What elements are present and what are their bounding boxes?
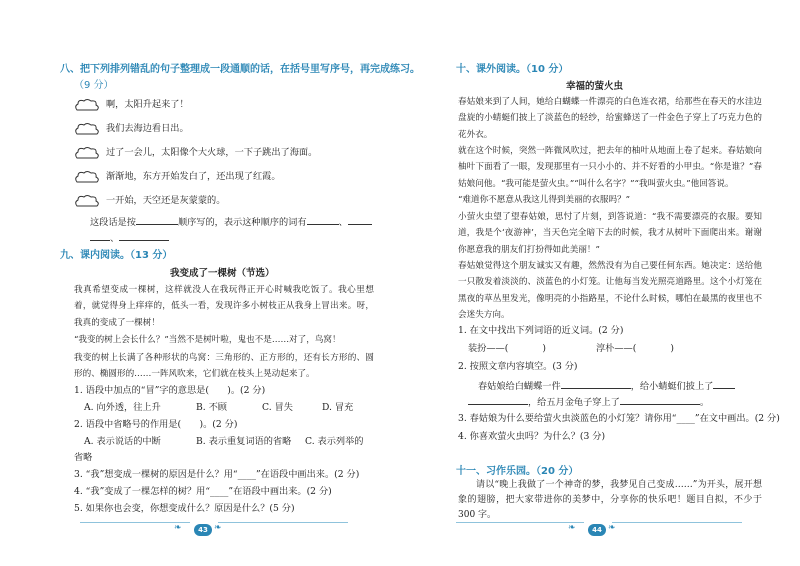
q10-passage-1: 春姑娘来到了人间，她给白蝴蝶一件漂亮的白色连衣裙，给那些在春天的水洼边盘旋的小蜻蜓们披上了淡蓝色的轻纱，给蜜蜂送了一件金色子穿上了巧克力色的花外衣。 — [458, 97, 762, 140]
q8-fill-a: 这段话是按 — [90, 217, 136, 228]
q10-word-2 — [596, 342, 674, 355]
q9-item-1-opt-b[interactable]: B. 不顾 — [196, 402, 227, 413]
q9-item-5: 5. 如果你也会变，你想变成什么？原因是什么？(5 分) — [74, 503, 295, 514]
q9-item-2: 2. 语段中省略号的作用是( )。(2 分) — [74, 419, 238, 430]
footer-line-right — [218, 522, 348, 523]
q8-score: （9 分） — [74, 80, 114, 91]
footer-ornament-right: ❧ — [214, 523, 222, 533]
q10-passage-3: “难道你不愿意从我这儿得到美丽的衣服吗？” — [458, 195, 631, 205]
q10-passage-2: 就在这个时候，突然一阵微风吹过，把去年的柚叶从地面上卷了起来。春姑娘向柚叶下面看了一眼，发现那里有一只小小的、并不好看的小甲虫。“你是谁？”春姑娘问他。“我可能是萤火虫。”“叫什么名字？”“我叫萤火虫。”他回答说。 — [458, 146, 762, 189]
q10-item-2: 2. 按照文章内容填空。(3 分) — [458, 361, 578, 372]
q9-title: 我变成了一棵树（节选） — [170, 268, 275, 279]
q11-heading: 十一、习作乐园。（20 分） — [456, 466, 579, 477]
q10-blank-3[interactable] — [468, 394, 528, 405]
q8-sentence-5: 一开始，天空还是灰蒙蒙的。 — [106, 195, 226, 206]
right-page — [400, 0, 800, 566]
q9-passage-2: “我变的树上会长什么？”当然不是树叶啦，鬼也不是……对了，鸟窝！ — [74, 335, 341, 345]
q10-fill-1b: ，给小蜻蜓们披上了 — [630, 381, 714, 392]
cloud-bracket[interactable] — [74, 146, 100, 160]
q10-fill-2a: ，给五月金龟子穿上了 — [528, 397, 620, 408]
cloud-bracket[interactable] — [74, 170, 100, 184]
q9-item-1: 1. 语段中加点的“冒”字的意思是( )。(2 分) — [74, 385, 266, 396]
footer-ornament-right: ❧ — [608, 523, 616, 533]
q9-heading: 九、课内阅读。（13 分） — [60, 250, 173, 261]
footer-line-left — [456, 522, 584, 523]
q8-sentence-3: 过了一会儿，太阳像个大火球，一下子跳出了海面。 — [106, 147, 318, 158]
q10-word-1-label: 装扮——( — [468, 343, 509, 354]
cloud-bracket[interactable] — [74, 98, 100, 112]
q8-fill-sep: 、 — [110, 233, 120, 244]
q9-passage-1: 我真希望变成一棵树，这样就没人在我玩得正开心时喊我吃饭了。我心里想着，就觉得身上痒痒的，低头一看，发现许多小树枝正从我身上冒出来。呀，我真的变成了一棵树！ — [74, 285, 374, 328]
footer-ornament-left: ❧ — [174, 523, 182, 533]
cloud-bracket[interactable] — [74, 122, 100, 136]
q10-item-3: 3. 春姑娘为什么要给萤火虫淡蓝色的小灯笼？请你用“____”在文中画出。(2 分) — [458, 413, 780, 424]
page-number-right: 44 — [588, 524, 606, 536]
q10-blank-1[interactable] — [561, 378, 631, 389]
q9-item-4: 4. “我”变成了一棵怎样的树？用“____”在语段中画出来。(2 分) — [74, 486, 332, 497]
q8-sentence-1: 啊，太阳升起来了！ — [106, 99, 189, 110]
q8-heading: 八、把下列排列错乱的句子整理成一段通顺的话，在括号里写序号，再完成练习。 — [60, 64, 420, 75]
q9-item-2-tail: 省略 — [74, 452, 93, 463]
q8-blank-word1[interactable] — [307, 214, 339, 225]
q10-fill-1a: 春姑娘给白蝴蝶一件 — [478, 381, 561, 392]
q10-fill-line-2 — [468, 394, 709, 409]
q8-fill-b: 顺序写的，表示这种顺序的词有 — [177, 217, 307, 228]
q10-passage-5: 春姑娘觉得这个朋友诚实又有趣，然然没有为自己要任何东西。她决定：送给他一只散发着淡淡的、淡蓝色的小灯笼。让他每当发光照亮道路里。这个小灯笼在黑夜的草丛里发光，像明亮的小指路星，不论什么时候，哪怕在最黑的夜里也不会迷失方向。 — [458, 261, 762, 320]
q10-word-1-close: ) — [542, 343, 546, 354]
q8-blank-word3[interactable] — [90, 230, 110, 241]
q8-blank-order[interactable] — [136, 214, 178, 225]
q9-item-2-opt-b[interactable]: B. 表示重复词语的省略 — [196, 436, 292, 447]
cloud-bracket[interactable] — [74, 194, 100, 208]
q10-item-4: 4. 你喜欢萤火虫吗？为什么？(3 分) — [458, 431, 606, 442]
q9-item-1-opt-a[interactable]: A. 向外透，往上升 — [84, 402, 161, 413]
q8-sentence-2: 我们去海边看日出。 — [106, 123, 189, 134]
q10-heading: 十、课外阅读。（10 分） — [456, 64, 569, 75]
q9-item-3: 3. “我”想变成一棵树的原因是什么？用“____”在语段中画出来。(2 分) — [74, 469, 360, 480]
q10-fill-line-1 — [478, 378, 735, 393]
q9-item-2-opt-c[interactable]: C. 表示列举的 — [305, 436, 364, 447]
footer-ornament-left: ❧ — [568, 523, 576, 533]
q10-word-2-label: 淳朴——( — [596, 343, 637, 354]
q8-fill-c: 、 — [338, 217, 348, 228]
q8-fill-line — [90, 214, 372, 229]
q9-passage-3: 我变的树上长满了各种形状的鸟窝：三角形的、正方形的，还有长方形的、圆形的、椭圆形的……一阵风吹来，它们就在枝头上晃动起来了。 — [74, 353, 374, 380]
q8-fill-line2 — [90, 230, 169, 245]
footer-line-right — [612, 522, 742, 523]
q10-passage-4: 小萤火虫望了望春姑娘，思忖了片刻，到答说道：“我不需要漂亮的衣服。要知道，我是个‘夜游神’，当天色完全暗下去的时候，我才从树叶下面爬出来。谢谢你愿意我的朋友们打扮得如此美丽！” — [458, 212, 762, 255]
q10-item-1: 1. 在文中找出下列词语的近义词。(2 分) — [458, 325, 624, 336]
q8-blank-word4[interactable] — [119, 230, 169, 241]
q9-item-2-opt-a[interactable]: A. 表示说话的中断 — [84, 436, 161, 447]
q8-blank-word2[interactable] — [348, 214, 372, 225]
q10-blank-4[interactable] — [620, 394, 700, 405]
q9-item-1-opt-c[interactable]: C. 冒失 — [262, 402, 293, 413]
q10-word-2-close: ) — [670, 343, 674, 354]
q8-sentence-4: 渐渐地，东方开始发白了，还出现了红霞。 — [106, 171, 281, 182]
page-number-left: 43 — [194, 524, 212, 536]
q10-word-1 — [468, 342, 546, 355]
q10-fill-2b: 。 — [699, 397, 710, 408]
q10-blank-2[interactable] — [713, 378, 735, 389]
q9-item-1-opt-d[interactable]: D. 冒充 — [322, 402, 354, 413]
q10-title: 幸福的萤火虫 — [566, 81, 624, 92]
q11-prompt: 请以“晚上我做了一个神奇的梦，我梦见自己变成……”为开头，展开想象的翅膀，把大家带进你的美梦中，分享你的快乐吧！题目自拟，不少于 300 字。 — [458, 480, 762, 520]
